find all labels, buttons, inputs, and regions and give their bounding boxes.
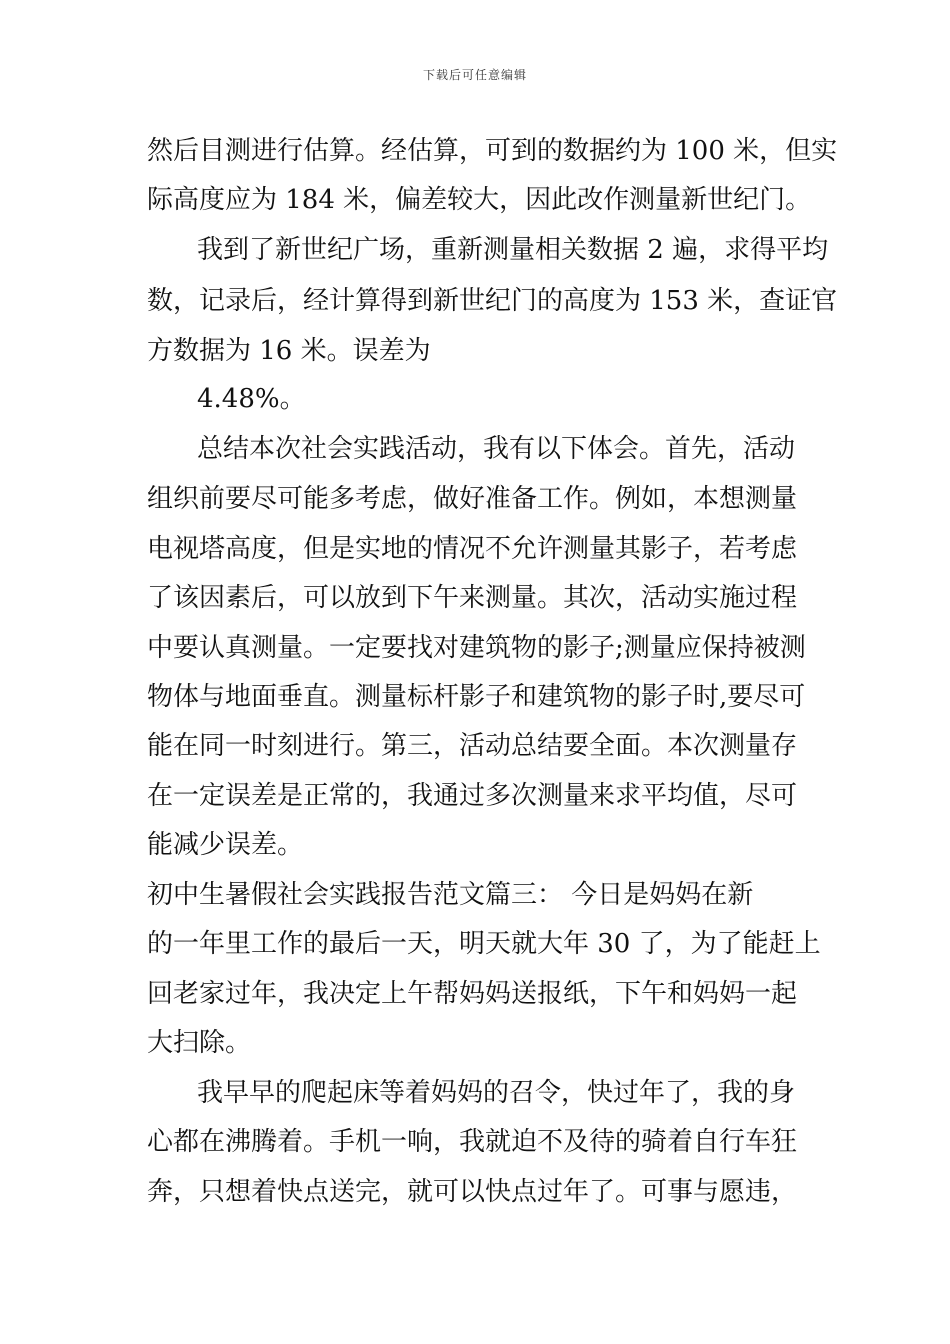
body-line: 然后目测进行估算。经估算，可到的数据约为 100 米，但实 [147, 136, 838, 166]
body-line: 了该因素后，可以放到下午来测量。其次，活动实施过程 [147, 583, 798, 613]
body-line: 组织前要尽可能多考虑，做好准备工作。例如，本想测量 [147, 484, 798, 514]
body-line: 物体与地面垂直。测量标杆影子和建筑物的影子时,要尽可 [147, 682, 806, 712]
body-line: 在一定误差是正常的，我通过多次测量来求平均值，尽可 [147, 781, 798, 811]
body-line: 我早早的爬起床等着妈妈的召令，快过年了，我的身 [197, 1078, 796, 1108]
body-line: 际高度应为 184 米，偏差较大，因此改作测量新世纪门。 [147, 185, 812, 215]
section-heading-line: 初中生暑假社会实践报告范文篇三： 今日是妈妈在新 [147, 880, 754, 910]
body-line: 能在同一时刻进行。第三，活动总结要全面。本次测量存 [147, 731, 798, 761]
body-line: 心都在沸腾着。手机一响，我就迫不及待的骑着自行车狂 [147, 1127, 798, 1157]
body-line: 奔，只想着快点送完，就可以快点过年了。可事与愿违， [147, 1177, 798, 1207]
body-line: 电视塔高度，但是实地的情况不允许测量其影子，若考虑 [147, 534, 798, 564]
page-header: 下载后可任意编辑 [422, 68, 527, 82]
body-line: 中要认真测量。一定要找对建筑物的影子;测量应保持被测 [147, 633, 806, 663]
body-line: 我到了新世纪广场，重新测量相关数据 2 遍，求得平均 [197, 235, 829, 265]
body-line: 4.48%。 [197, 384, 306, 414]
body-line: 总结本次社会实践活动，我有以下体会。首先，活动 [197, 434, 796, 464]
body-line: 的一年里工作的最后一天，明天就大年 30 了，为了能赶上 [147, 929, 821, 959]
body-line: 大扫除。 [147, 1028, 252, 1058]
body-line: 数，记录后，经计算得到新世纪门的高度为 153 米，查证官 [147, 286, 838, 316]
body-line: 方数据为 16 米。误差为 [147, 336, 431, 366]
body-line: 回老家过年，我决定上午帮妈妈送报纸，下午和妈妈一起 [147, 979, 798, 1009]
body-line: 能减少误差。 [147, 830, 304, 860]
